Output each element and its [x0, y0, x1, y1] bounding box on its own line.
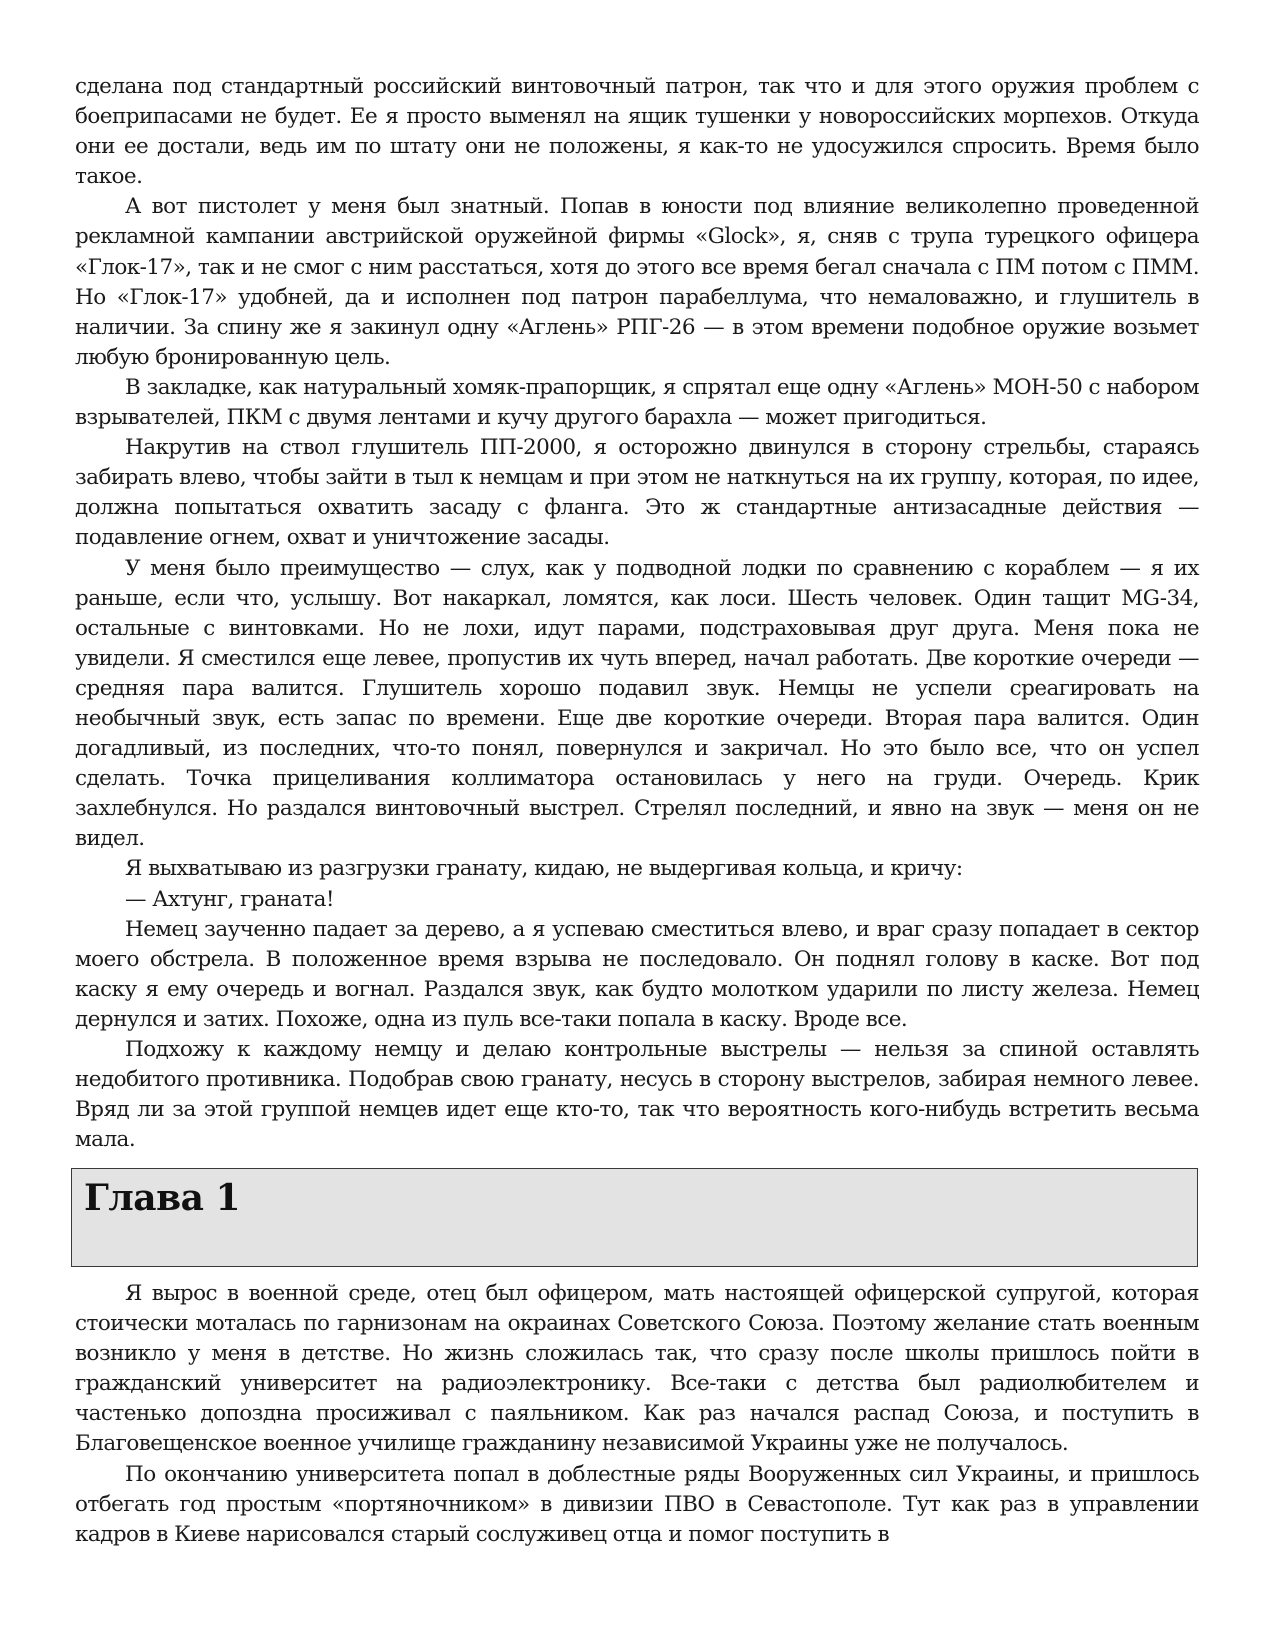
paragraph: У меня было преимущество — слух, как у подводной лодки по сравнению с кораблем — я их раньше, если что, услышу. Вот накаркал, ломятся, как лоси. Шесть человек. Один тащит MG-34, остальные с винтовками. Но не лохи, идут парами, подстраховывая друг друга. Меня пока не увидели. Я сместился еще левее, пропустив их чуть вперед, начал работать. Две короткие очереди — средняя пара валится. Глушитель хорошо подавил звук. Немцы не успели среагировать на необычный звук, есть запас по времени. Еще две короткие очереди. Вторая пара валится. Один догадливый, из последних, что-то понял, повернулся и закричал. Но это было все, что он успел сделать. Точка прицеливания коллиматора остановилась у него на груди. Очередь. Крик захлебнулся. Но раздался винтовочный выстрел. Стрелял последний, и явно на звук — меня он не видел. [75, 555, 1199, 852]
paragraph: По окончанию университета попал в доблестные ряды Вооруженных сил Украины, и пришлось отбегать год простым «портяночником» в дивизии ПВО в Севастополе. Тут как раз в управлении кадров в Киеве нарисовался старый сослуживец отца и помог поступить в [75, 1461, 1199, 1547]
chapter-heading-box [71, 1168, 1198, 1267]
paragraph: Накрутив на ствол глушитель ПП-2000, я осторожно двинулся в сторону стрельбы, стараясь забирать влево, чтобы зайти в тыл к немцам и при этом не наткнуться на их группу, которая, по идее, должна попытаться охватить засаду с фланга. Это ж стандартные антизасадные действия — подавление огнем, охват и уничтожение засады. [75, 435, 1199, 551]
text-block-top [75, 72, 1199, 1155]
paragraph: Я вырос в военной среде, отец был офицером, мать настоящей офицерской супругой, которая стоически моталась по гарнизонам на окраинах Советского Союза. Поэтому желание стать военным возникло у меня в детстве. Но жизнь сложилась так, что сразу после школы пришлось пойти в гражданский университет на радиоэлектронику. Все-таки с детства был радиолюбителем и частенько допоздна просиживал с паяльником. Как раз начался распад Союза, и поступить в Благовещенское военное училище гражданину независимой Украины уже не получалось. [75, 1281, 1199, 1457]
dialogue-line: — Ахтунг, граната! [125, 886, 334, 912]
paragraph: А вот пистолет у меня был знатный. Попав в юности под влияние великолепно проведенной рекламной кампании австрийской оружейной фирмы «Glock», я, сняв с трупа турецкого офицера «Глок-17», так и не смог с ним расстаться, хотя до этого все время бегал сначала с ПМ потом с ПММ. Но «Глок-17» удобней, да и исполнен под патрон парабеллума, что немаловажно, и глушитель в наличии. За спину же я закинул одну «Аглень» РПГ-26 — в этом времени подобное оружие возьмет любую бронированную цель. [75, 194, 1199, 370]
paragraph: Я выхватываю из разгрузки гранату, кидаю, не выдергивая кольца, и кричу: [125, 856, 963, 882]
text-block-bottom [75, 1279, 1199, 1550]
chapter-title: Глава 1 [84, 1177, 240, 1219]
paragraph: Немец заученно падает за дерево, а я успеваю сместиться влево, и враг сразу попадает в сектор моего обстрела. В положенное время взрыва не последовало. Он поднял голову в каске. Вот под каску я ему очередь и вогнал. Раздался звук, как будто молотком ударили по листу железа. Немец дернулся и затих. Похоже, одна из пуль все-таки попала в каску. Вроде все. [75, 916, 1199, 1032]
paragraph: сделана под стандартный российский винтовочный патрон, так что и для этого оружия проблем с боеприпасами не будет. Ее я просто выменял на ящик тушенки у новороссийских морпехов. Откуда они ее достали, ведь им по штату они не положены, я как-то не удосужился спросить. Время было такое. [75, 74, 1199, 190]
paragraph: Подхожу к каждому немцу и делаю контрольные выстрелы — нельзя за спиной оставлять недобитого противника. Подобрав свою гранату, несусь в сторону выстрелов, забирая немного левее. Вряд ли за этой группой немцев идет еще кто-то, так что вероятность кого-нибудь встретить весьма мала. [75, 1037, 1199, 1153]
paragraph: В закладке, как натуральный хомяк-прапорщик, я спрятал еще одну «Аглень» МОН-50 с набором взрывателей, ПКМ с двумя лентами и кучу другого барахла — может пригодиться. [75, 374, 1199, 431]
